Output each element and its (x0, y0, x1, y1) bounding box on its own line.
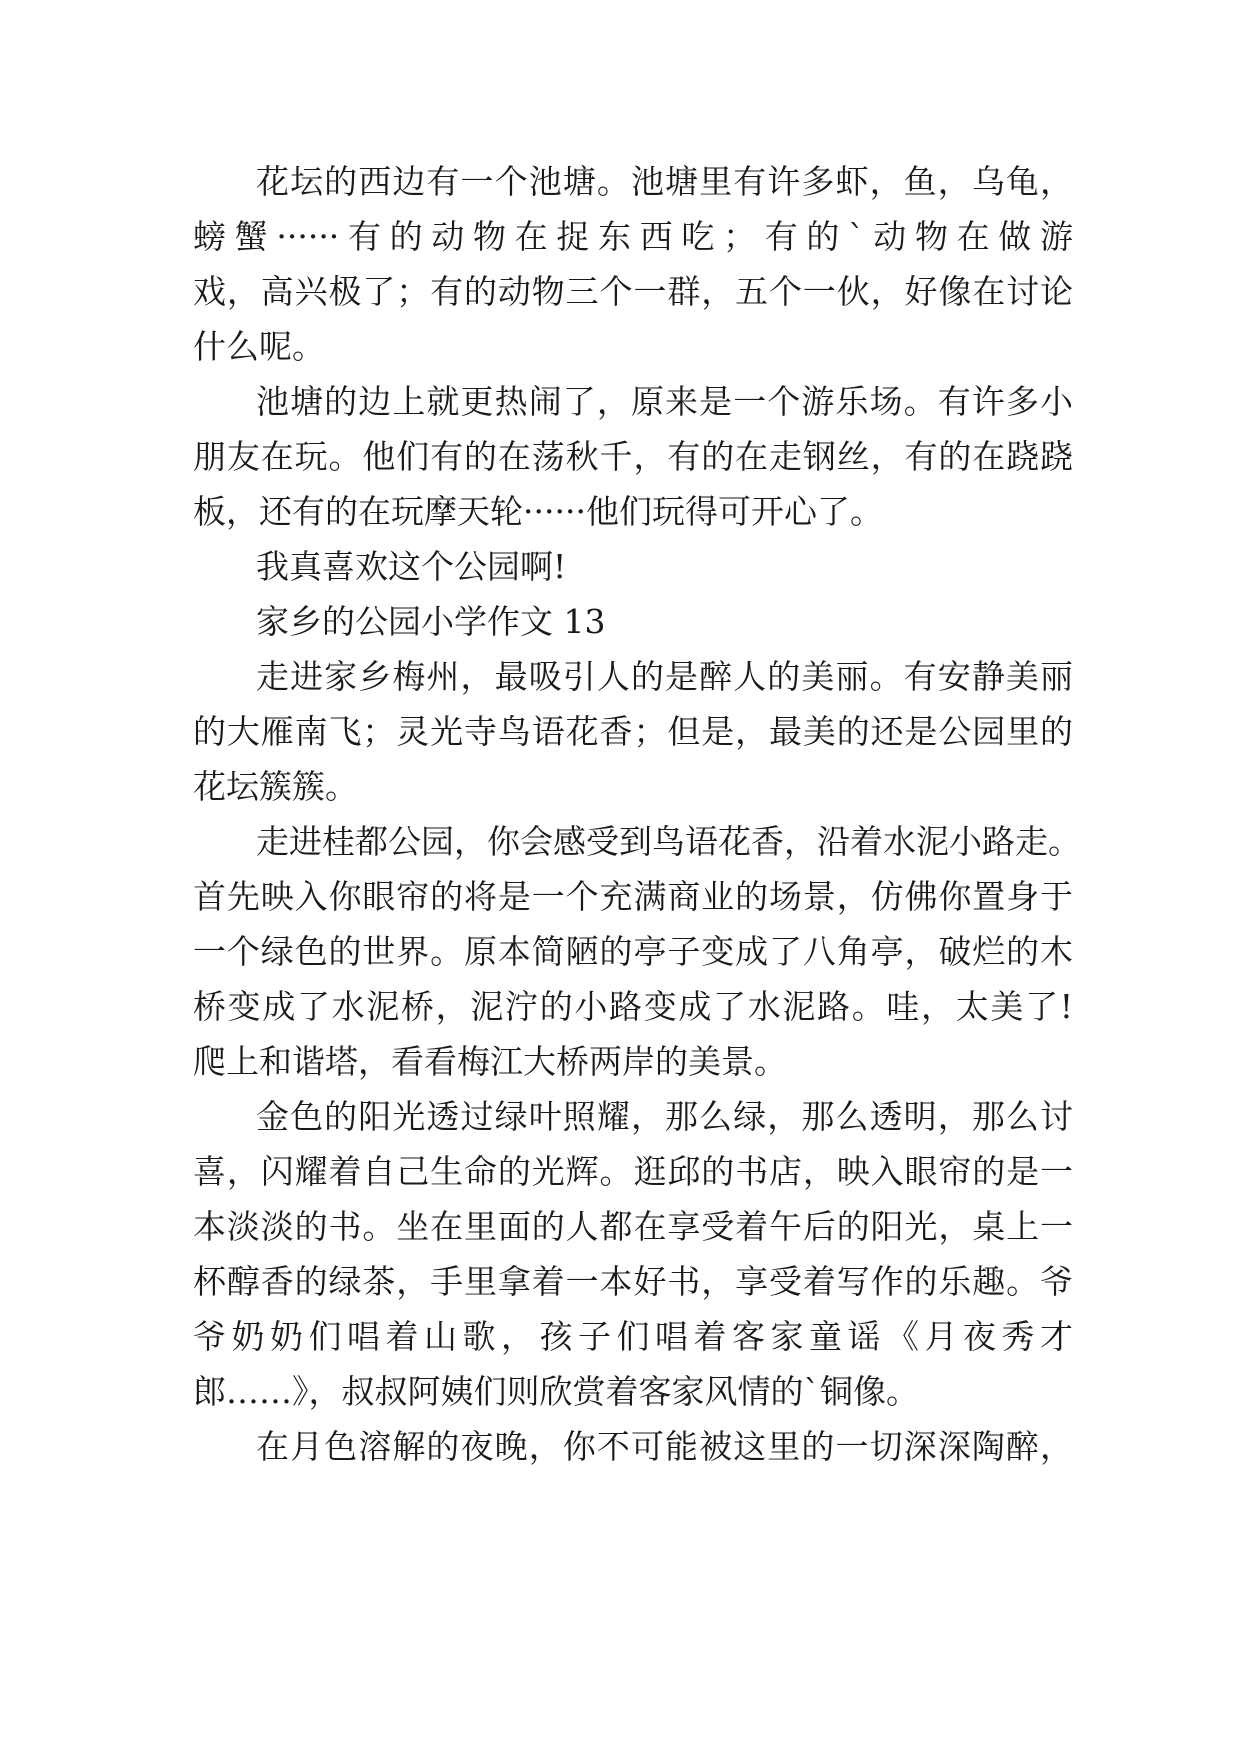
text-line-16: 桥变成了水泥桥，泥泞的小路变成了水泥路。哇，太美了! (193, 987, 1073, 1026)
text-line-14: 首先映入你眼帘的将是一个充满商业的场景，仿佛你置身于 (193, 877, 1073, 916)
text-line-4: 什么呢。 (193, 327, 325, 366)
text-line-3: 戏，高兴极了；有的动物三个一群，五个一伙，好像在讨论 (193, 272, 1073, 311)
text-line-17: 爬上和谐塔，看看梅江大桥两岸的美景。 (193, 1042, 787, 1081)
text-line-10: 走进家乡梅州，最吸引人的是醉人的美丽。有安静美丽 (256, 657, 1073, 696)
section-heading: 家乡的公园小学作文 13 (256, 602, 606, 641)
text-line-2: 螃蟹······有的动物在捉东西吃；有的`动物在做游 (193, 217, 1073, 256)
text-line-1: 花坛的西边有一个池塘。池塘里有许多虾，鱼，乌龟， (256, 162, 1073, 201)
text-line-19: 喜，闪耀着自己生命的光辉。逛邱的书店，映入眼帘的是一 (193, 1152, 1073, 1191)
text-line-12: 花坛簇簇。 (193, 767, 358, 806)
text-line-6: 朋友在玩。他们有的在荡秋千，有的在走钢丝，有的在跷跷 (193, 437, 1073, 476)
text-line-5: 池塘的边上就更热闹了，原来是一个游乐场。有许多小 (256, 382, 1073, 421)
text-line-20: 本淡淡的书。坐在里面的人都在享受着午后的阳光，桌上一 (193, 1207, 1073, 1246)
text-line-8: 我真喜欢这个公园啊! (256, 547, 567, 586)
text-line-18: 金色的阳光透过绿叶照耀，那么绿，那么透明，那么讨 (256, 1097, 1073, 1136)
text-line-22: 爷奶奶们唱着山歌，孩子们唱着客家童谣《月夜秀才 (193, 1317, 1073, 1356)
text-line-24: 在月色溶解的夜晚，你不可能被这里的一切深深陶醉， (256, 1427, 1073, 1466)
text-line-15: 一个绿色的世界。原本简陋的亭子变成了八角亭，破烂的木 (193, 932, 1073, 971)
text-line-11: 的大雁南飞；灵光寺鸟语花香；但是，最美的还是公园里的 (193, 712, 1073, 751)
text-line-7: 板，还有的在玩摩天轮······他们玩得可开心了。 (193, 492, 883, 531)
text-line-21: 杯醇香的绿茶，手里拿着一本好书，享受着写作的乐趣。爷 (193, 1262, 1073, 1301)
text-line-13: 走进桂都公园，你会感受到鸟语花香，沿着水泥小路走。 (256, 822, 1081, 861)
text-line-23: 郎……》，叔叔阿姨们则欣赏着客家风情的`铜像。 (193, 1372, 919, 1411)
